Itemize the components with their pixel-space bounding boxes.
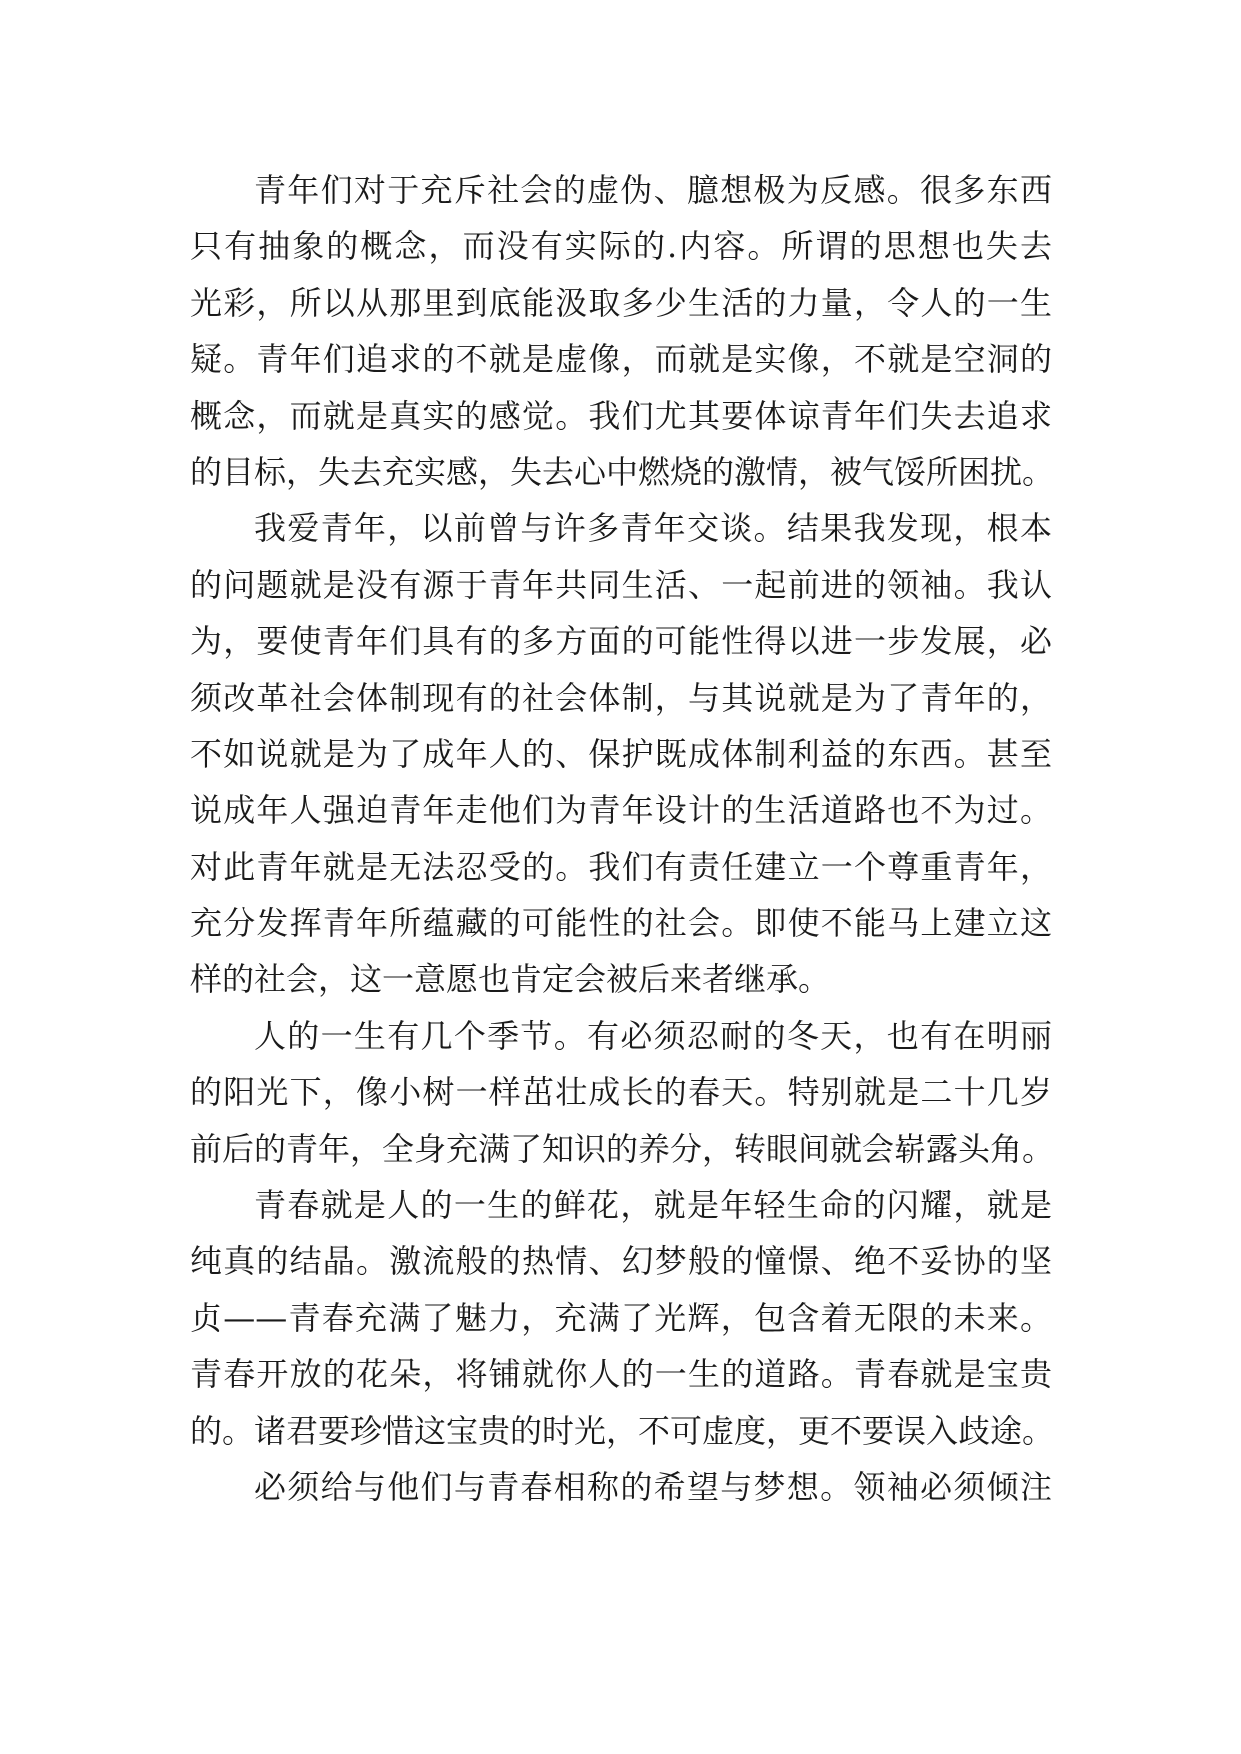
- text-line: 青年们对于充斥社会的虚伪、臆想极为反感。很多东西: [254, 171, 1052, 209]
- text-line: 不如说就是为了成年人的、保护既成体制利益的东西。甚至: [190, 734, 1052, 773]
- document-page: [190, 162, 1055, 1515]
- text-line: 必须给与他们与青春相称的希望与梦想。领袖必须倾注: [254, 1467, 1052, 1506]
- paragraph: [190, 1008, 1055, 1177]
- text-line: 的目标，失去充实感，失去心中燃烧的激情，被气馁所困扰。: [190, 452, 1055, 491]
- text-line: 概念，而就是真实的感觉。我们尤其要体谅青年们失去追求: [190, 396, 1052, 435]
- text-line: 青春开放的花朵，将铺就你人的一生的道路。青春就是宝贵: [190, 1355, 1052, 1394]
- text-line: 的问题就是没有源于青年共同生活、一起前进的领袖。我认: [190, 565, 1052, 604]
- paragraph: [190, 500, 1052, 1008]
- text-line: 光彩，所以从那里到底能汲取多少生活的力量，令人的一生: [190, 283, 1052, 322]
- text-line: 充分发挥青年所蕴藏的可能性的社会。即使不能马上建立这: [190, 904, 1052, 943]
- text-line: 对此青年就是无法忍受的。我们有责任建立一个尊重青年，: [190, 847, 1052, 886]
- text-line: 前后的青年，全身充满了知识的养分，转眼间就会崭露头角。: [190, 1129, 1055, 1168]
- text-line: 样的社会，这一意愿也肯定会被后来者继承。: [190, 960, 831, 999]
- text-line: 说成年人强迫青年走他们为青年设计的生活道路也不为过。: [190, 791, 1052, 830]
- text-line: 人的一生有几个季节。有必须忍耐的冬天，也有在明丽: [254, 1016, 1052, 1055]
- text-line: 为，要使青年们具有的多方面的可能性得以进一步发展，必: [190, 622, 1052, 661]
- text-line: 的。诸君要珍惜这宝贵的时光，不可虚度，更不要误入歧途。: [190, 1411, 1055, 1450]
- text-line: 疑。青年们追求的不就是虚像，而就是实像，不就是空洞的: [190, 340, 1052, 379]
- text-line: 纯真的结晶。激流般的热情、幻梦般的憧憬、绝不妥协的坚: [190, 1242, 1052, 1281]
- paragraph: [190, 1177, 1055, 1459]
- text-line: 只有抽象的概念，而没有实际的.内容。所谓的思想也失去: [190, 227, 1052, 266]
- text-line: 青春就是人的一生的鲜花，就是年轻生命的闪耀，就是: [254, 1186, 1052, 1225]
- text-line: 的阳光下，像小树一样茁壮成长的春天。特别就是二十几岁: [190, 1073, 1052, 1112]
- text-line: 须改革社会体制现有的社会体制，与其说就是为了青年的，: [190, 678, 1052, 717]
- text-line: 我爱青年，以前曾与许多青年交谈。结果我发现，根本: [254, 509, 1052, 548]
- text-line: 贞——青春充满了魅力，充满了光辉，包含着无限的未来。: [190, 1298, 1052, 1337]
- paragraph: [190, 1459, 1052, 1515]
- paragraph: [190, 162, 1055, 500]
